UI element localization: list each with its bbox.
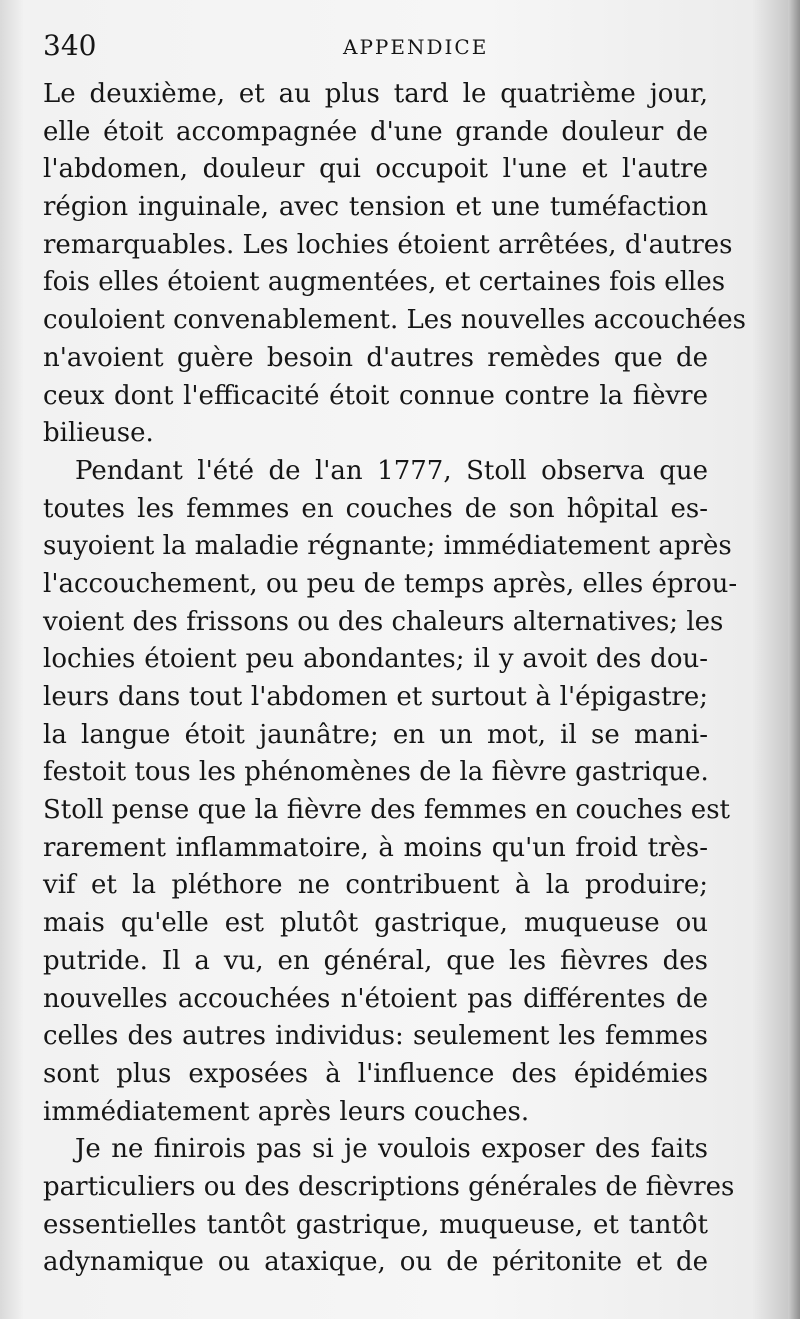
text-line: Le deuxième, et au plus tard le quatrième jour, — [43, 79, 708, 109]
text-line: vif et la pléthore ne contribuent à la produire; — [43, 870, 708, 901]
text-line: l'abdomen, douleur qui occupoit l'une et l'autre — [43, 154, 708, 185]
text-line: l'accouchement, ou peu de temps après, elles éprou- — [43, 568, 738, 599]
text-line: la langue étoit jaunâtre; en un mot, il se mani- — [43, 719, 708, 750]
text-line: lochies étoient peu abondantes; il y avoit des dou- — [43, 644, 708, 675]
page-header — [43, 31, 708, 61]
page-edge-shadow — [788, 0, 800, 1319]
text-line: rarement inflammatoire, à moins qu'un froid très- — [43, 832, 708, 863]
text-line: festoit tous les phénomènes de la fièvre gastrique. — [43, 757, 709, 788]
text-line: adynamique ou ataxique, ou de péritonite et de — [43, 1247, 708, 1278]
paragraph-first-line: Je ne finirois pas si je voulois exposer des faits — [75, 1134, 708, 1165]
text-line: nouvelles accouchées n'étoient pas différentes de — [43, 983, 708, 1014]
text-line: n'avoient guère besoin d'autres remèdes que de — [43, 342, 708, 373]
text-line: putride. Il a vu, en général, que les fièvres des — [43, 945, 708, 976]
text-line: elle étoit accompagnée d'une grande douleur de — [43, 116, 708, 147]
text-line: bilieuse. — [43, 418, 154, 449]
text-line: toutes les femmes en couches de son hôpital es- — [43, 493, 708, 524]
running-head: APPENDICE — [343, 35, 489, 59]
text-line: ceux dont l'efficacité étoit connue contre la fièvre — [43, 380, 708, 411]
body-text — [43, 76, 747, 1282]
text-line: suyoient la maladie régnante; immédiatement après — [43, 531, 732, 562]
text-line: voient des frissons ou des chaleurs alternatives; les — [43, 606, 724, 637]
text-line: sont plus exposées à l'influence des épidémies — [43, 1058, 708, 1089]
text-line: essentielles tantôt gastrique, muqueuse, et tantôt — [43, 1209, 708, 1240]
text-line: fois elles étoient augmentées, et certaines fois elles — [43, 267, 726, 298]
text-line: remarquables. Les lochies étoient arrêtées, d'autres — [43, 229, 733, 260]
text-line: Stoll pense que la fièvre des femmes en couches est — [43, 795, 730, 826]
paragraph-first-line: Pendant l'été de l'an 1777, Stoll observa que — [75, 455, 708, 486]
text-line: particuliers ou des descriptions générales de fièvres — [43, 1171, 735, 1202]
page-number: 340 — [43, 29, 97, 62]
text-line: celles des autres individus: seulement les femmes — [43, 1021, 708, 1052]
text-line: leurs dans tout l'abdomen et surtout à l'épigastre; — [43, 682, 708, 712]
text-line: couloient convenablement. Les nouvelles accouchées — [43, 305, 747, 336]
text-line: région inguinale, avec tension et une tuméfaction — [43, 192, 708, 223]
text-line: mais qu'elle est plutôt gastrique, muqueuse ou — [43, 908, 708, 939]
text-line: immédiatement après leurs couches. — [43, 1096, 530, 1127]
